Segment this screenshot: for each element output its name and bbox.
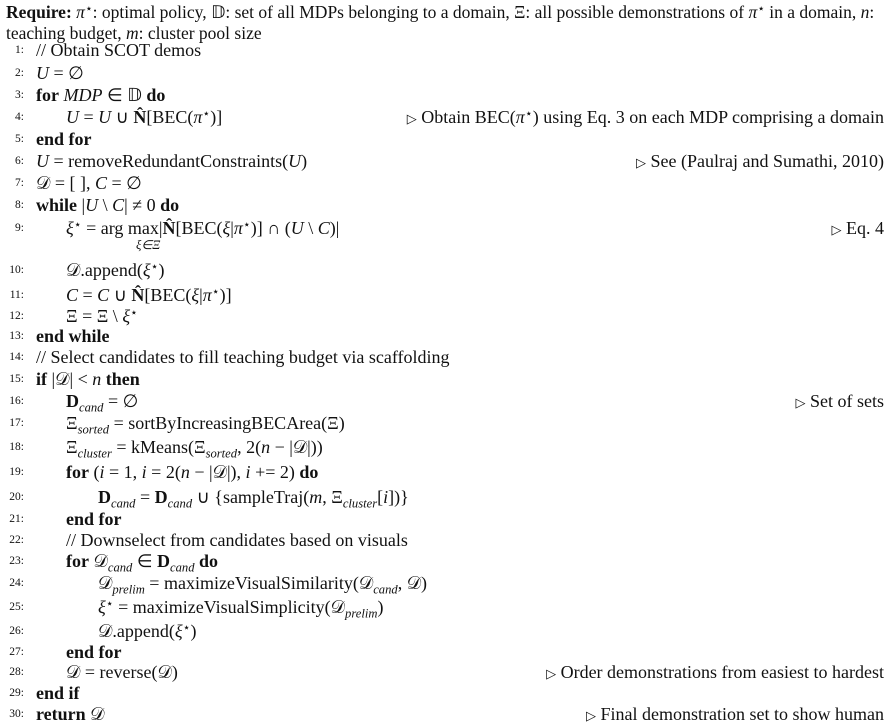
algo-line-24 [0,572,886,597]
line-number: 6: [15,155,24,167]
algo-line-2 [0,62,886,84]
line-number: 16: [9,395,24,407]
line-code: ξ⋆ = arg max|N̂[BEC(ξ|π⋆)] ∩ (U \ C)| [66,217,340,238]
line-code: $\Xi_{cluster}$ = $kMeans(\Xi_{sorted}$, 2(n − |𝒟|)) [66,437,323,461]
line-number: 3: [15,89,24,101]
require-label: Require: [6,2,72,22]
line-code: ξ⋆ = maximizeVisualSimplicity(𝒟$_{prelim}$) [98,596,384,621]
line-number: 27: [9,646,24,658]
line-code: 𝒟$_{prelim}$ = maximizeVisualSimilarity(𝒟$_{cand}$, 𝒟) [98,573,428,597]
algo-line-11 [0,284,886,306]
algo-line-13 [0,325,886,347]
algo-line-1 [0,39,886,61]
line-number: 11: [9,289,24,301]
line-code: if |𝒟| < n then [36,369,140,389]
line-code: while |U \ C| ≠ 0 do [36,195,180,215]
line-code: Ξ = Ξ \ ξ⋆ [66,305,138,326]
line-number: 26: [9,625,24,637]
line-code: end for [66,509,122,529]
line-code: // Downselect from candidates based on visuals [66,530,408,550]
algo-line-30 [0,703,886,725]
line-code: end for [36,129,92,149]
line-code: U = ∅ [36,63,84,83]
line-comment: ▷ See (Paulraj and Sumathi, 2010) [636,151,884,171]
line-number: 24: [9,577,24,589]
line-comment: ▷ Order demonstrations from easiest to hardest [546,662,884,682]
line-number: 14: [9,351,24,363]
line-code: end for [66,642,122,662]
algo-line-5 [0,128,886,150]
line-number: 1: [15,44,24,56]
algo-line-23 [0,550,886,575]
algo-line-28 [0,661,886,683]
algo-line-4 [0,106,886,128]
algo-line-18 [0,436,886,461]
algo-line-26 [0,620,886,642]
line-number: 18: [9,441,24,453]
algo-line-8 [0,194,886,216]
algo-line-6 [0,150,886,172]
line-number: 30: [9,708,24,720]
line-comment: ▷ Eq. 4 [831,218,884,238]
line-code: C = C ∪ N̂[BEC(ξ|π⋆)] [66,284,232,305]
line-code: $D_{cand}$ = ∅ [66,391,139,415]
line-number: 23: [9,555,24,567]
line-code: // Obtain SCOT demos [36,40,202,60]
algo-line-10 [0,259,886,281]
algo-line-20 [0,486,886,511]
line-code: U = removeRedundantConstraints(U) [36,151,308,171]
line-code: 𝒟.append(ξ⋆) [98,620,197,641]
line-number: 10: [9,264,24,276]
algo-line-14 [0,346,886,368]
argmax-subscript: ξ∈Ξ [136,238,161,252]
line-code: // Select candidates to fill teaching budget via scaffolding [36,347,450,367]
line-number: 9: [15,222,24,234]
algo-line-29 [0,682,886,704]
line-code: end while [36,326,110,346]
algo-line-12 [0,305,886,327]
line-code: end if [36,683,80,703]
algo-line-7 [0,172,886,194]
line-number: 7: [15,177,24,189]
line-comment: ▷ Final demonstration set to show human [586,704,884,724]
line-number: 12: [9,310,24,322]
line-number: 25: [9,601,24,613]
algo-line-19 [0,461,886,483]
line-number: 13: [9,330,24,342]
line-number: 15: [9,373,24,385]
algo-line-3 [0,84,886,106]
line-number: 17: [9,417,24,429]
algo-line-9 [0,217,886,252]
algo-line-15 [0,368,886,390]
line-code: 𝒟.append(ξ⋆) [66,259,165,280]
algo-line-25 [0,596,886,621]
line-number: 5: [15,133,24,145]
line-number: 20: [9,491,24,503]
line-number: 29: [9,687,24,699]
line-comment: ▷ Obtain BEC(π⋆) using Eq. 3 on each MDP comprising a domain [406,106,884,127]
line-code: 𝒟 = [ ], C = ∅ [36,173,142,193]
line-number: 21: [9,513,24,525]
line-code: $\Xi_{sorted}$ = sortByIncreasingBECArea(Ξ) [66,413,345,437]
line-number: 28: [9,666,24,678]
require-text: π⋆: optimal policy, 𝔻: set of all MDPs belonging to a domain, Ξ: all possible demonstrations of π⋆ in a domain, n: teaching budget, m: cluster pool size [6,1,875,43]
line-code: 𝒟 = reverse(𝒟) [66,662,178,682]
line-code: $D_{cand} = D_{cand}$ ∪ {sampleTraj(m, $\Xi_{cluster}[i]$)} [98,487,409,511]
require-statement [6,2,882,44]
line-code: for MDP ∈ 𝔻 do [36,85,166,105]
line-number: 2: [15,67,24,79]
algo-line-17 [0,412,886,437]
line-number: 8: [15,199,24,211]
line-code: for 𝒟$_{cand}$ ∈ $D_{cand}$ do [66,551,219,575]
line-number: 4: [15,111,24,123]
algo-line-16 [0,390,886,415]
line-number: 22: [9,534,24,546]
algo-line-27 [0,641,886,663]
line-code: return 𝒟 [36,704,105,724]
algo-line-21 [0,508,886,530]
algo-line-22 [0,529,886,551]
line-code: for (i = 1, i = 2(n − |𝒟|), i += 2) do [66,462,319,482]
line-code: U = U ∪ N̂[BEC(π⋆)] [66,106,223,127]
line-number: 19: [9,466,24,478]
line-comment: ▷ Set of sets [795,391,884,411]
